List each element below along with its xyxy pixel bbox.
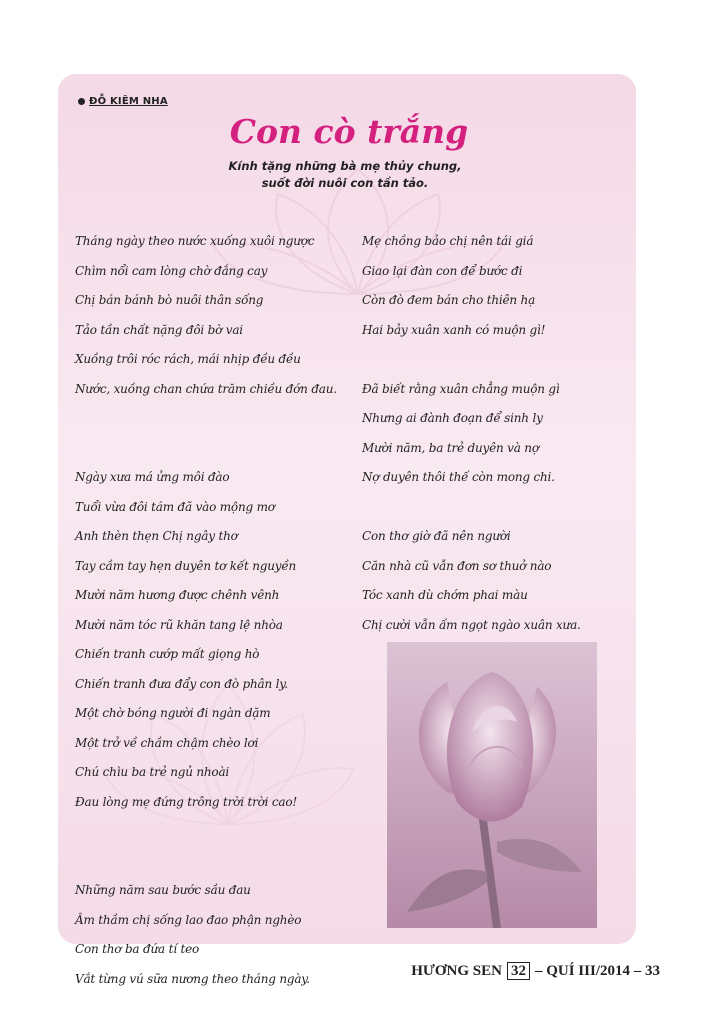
dedication-line: Kính tặng những bà mẹ thủy chung, [228,159,462,173]
author-name: ĐỖ KIÊM NHA [89,96,168,107]
poem-line: Xuồng trôi róc rách, mái nhịp đều đều [75,352,301,366]
poem-title: Con cò trắng [229,112,469,151]
stanza-gap [362,345,581,375]
poem-line: Nhưng ai đành đoạn để sinh ly [362,411,543,425]
poem-line: Nợ duyên thôi thế còn mong chi. [362,470,555,484]
poem-line: Nước, xuồng chan chứa trăm chiều đớn đau. [75,381,337,396]
poem-line: Anh thèn thẹn Chị ngây thơ [75,529,238,543]
poem-column-right [362,227,581,640]
poem-line: Giao lại đàn con để bước đi [362,263,523,278]
stanza-gap [75,434,337,464]
dedication-line: suốt đời nuôi con tần tảo. [261,176,429,190]
poem-line: Tảo tần chất nặng đôi bờ vai [75,322,243,337]
quarter-page: – QUÍ III/2014 – 33 [534,962,660,979]
poem-line: Chị bán bánh bò nuôi thân sống [75,293,264,307]
publication-name: HƯƠNG SEN [411,962,502,979]
poem-line: Vắt từng vú sữa nương theo tháng ngày. [75,971,310,986]
poem-line: Chìm nổi cam lòng chờ đắng cay [75,263,268,278]
poem-line: Những năm sau bước sầu đau [75,883,251,897]
poem-line: Tóc xanh dù chớm phai màu [362,588,528,602]
author-byline [78,96,168,107]
poem-line: Âm thầm chị sống lao đao phận nghèo [75,912,302,927]
poem-line: Một trở về chầm chậm chèo lơi [75,735,259,750]
stanza-gap [75,847,337,877]
poem-line: Chiến tranh cướp mất giọng hò [75,647,260,661]
stanza-gap [75,817,337,847]
poem-line: Hai bảy xuân xanh có muộn gì! [362,322,546,337]
issue-number: 32 [507,962,530,980]
poem-line: Căn nhà cũ vẫn đơn sơ thuở nào [362,558,552,573]
bullet-icon [78,98,85,105]
poem-line: Con thơ ba đứa tí teo [75,942,199,956]
rose-photo [387,642,597,928]
poem-line: Mười năm hương được chênh vênh [75,588,280,602]
poem-line: Con thơ giờ đã nên người [362,529,511,543]
poem-line: Chị cười vẫn ấm ngọt ngào xuân xưa. [362,617,581,632]
poem-line: Mười năm tóc rũ khăn tang lệ nhòa [75,617,283,632]
stanza-gap [75,404,337,434]
poem-line: Ngày xưa má ửng môi đào [75,470,230,484]
poem-line: Mẹ chồng bảo chị nên tái giá [362,234,534,248]
poem-column-left [75,227,337,994]
poem-line: Tuổi vừa đôi tám đã vào mộng mơ [75,499,275,514]
poem-line: Còn đò đem bán cho thiên hạ [362,293,536,307]
rose-icon [387,642,597,928]
poem-line: Chú chìu ba trẻ ngủ nhoài [75,765,230,779]
poem-line: Đã biết rằng xuân chẳng muộn gì [362,381,560,396]
page-footer [411,962,660,980]
dedication [0,158,704,192]
poem-line: Tay cầm tay hẹn duyên tơ kết nguyền [75,558,297,573]
poem-line: Chiến tranh đưa đẩy con đò phân ly. [75,676,288,691]
poem-line: Mười năm, ba trẻ duyên và nợ [362,440,539,455]
poem-line: Đau lòng mẹ đứng trông trời trời cao! [75,794,298,809]
poem-line: Một chờ bóng người đi ngàn dặm [75,706,271,720]
poem-line: Tháng ngày theo nước xuống xuôi ngược [75,234,315,248]
stanza-gap [362,493,581,523]
